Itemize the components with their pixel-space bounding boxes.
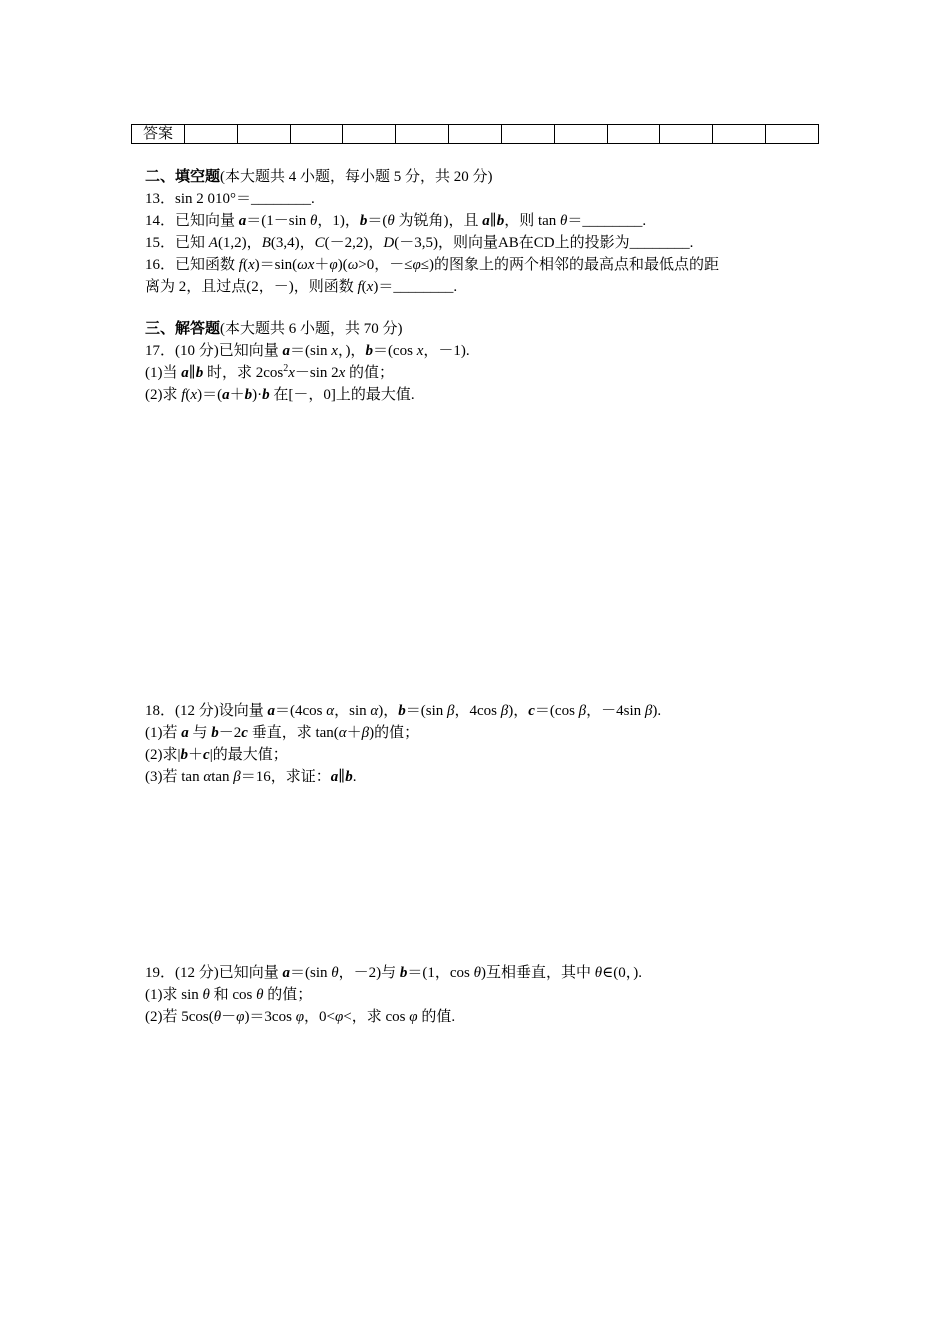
text: ＝16，求证：: [240, 769, 331, 785]
point-d: D: [383, 235, 395, 251]
text: (1)若: [145, 725, 182, 741]
text: ＝(: [367, 213, 388, 229]
text: ＝(cos: [534, 703, 579, 719]
text: ，)，: [337, 343, 366, 359]
answer-cell[interactable]: [501, 125, 554, 144]
section2-header: [145, 167, 493, 187]
var-x: x: [331, 343, 338, 359]
text: (: [361, 279, 367, 295]
text: tan: [211, 769, 234, 785]
text: (: [242, 257, 248, 273]
text: ，1)，: [317, 213, 360, 229]
vector-c: c: [241, 725, 248, 741]
vector-a: a: [222, 387, 230, 403]
var-theta: θ: [331, 965, 339, 981]
var-x: x: [288, 365, 295, 381]
text: 17．(10 分)已知向量: [145, 343, 283, 359]
answer-cell[interactable]: [290, 125, 343, 144]
text: (1)当: [145, 365, 182, 381]
section3-heading: 三、解答题: [145, 321, 221, 337]
vector-a: a: [181, 725, 189, 741]
var-phi: φ: [412, 257, 421, 273]
text: .: [352, 769, 357, 785]
question-19-part1: [145, 985, 312, 1005]
text: ，－4sin: [586, 703, 645, 719]
text: 为锐角)，且: [394, 213, 483, 229]
question-14: [145, 211, 646, 231]
point-b: B: [261, 235, 271, 251]
vector-a: a: [482, 213, 490, 229]
var-f: f: [357, 279, 362, 295]
text: ＝(cos: [372, 343, 417, 359]
question-19-part2: [145, 1007, 455, 1027]
text: (2)若 5cos(: [145, 1009, 214, 1025]
text: <，求 cos: [343, 1009, 410, 1025]
var-phi: φ: [236, 1009, 245, 1025]
text: (1)求 sin: [145, 987, 203, 1003]
var-theta: θ: [202, 987, 210, 1003]
text: (1,2)，: [217, 235, 262, 251]
text: ≤)的图象上的两个相邻的最高点和最低点的距: [420, 257, 720, 273]
text: 离为 2，且过点(2，－)，则函数: [145, 279, 358, 295]
text: ＝(sin: [405, 703, 448, 719]
text: ＝(1－sin: [246, 213, 311, 229]
var-x: x: [338, 365, 346, 381]
answer-cell[interactable]: [185, 125, 238, 144]
text: (3)若 tan: [145, 769, 204, 785]
text: (: [185, 387, 191, 403]
section3-note: (本大题共 6 小题，共 70 分): [220, 321, 403, 337]
vector-b: b: [399, 965, 408, 981]
vector-b: b: [365, 343, 373, 359]
var-phi: φ: [409, 1009, 418, 1025]
var-beta: β: [361, 725, 370, 741]
answer-cell[interactable]: [237, 125, 290, 144]
text: 的值；: [263, 987, 313, 1003]
question-17: [145, 341, 470, 361]
text: ＝(sin: [290, 343, 332, 359]
var-theta: θ: [594, 965, 603, 981]
text: )互相垂直，其中: [481, 965, 595, 981]
text: ，－2)与: [338, 965, 400, 981]
text: (2)求|: [145, 747, 181, 763]
answer-cell[interactable]: [607, 125, 660, 144]
text: 的值.: [417, 1009, 456, 1025]
var-theta: θ: [473, 965, 482, 981]
var-phi: φ: [295, 1009, 304, 1025]
question-18: [145, 701, 661, 721]
vector-b: b: [262, 387, 270, 403]
var-beta: β: [447, 703, 455, 719]
text: 垂直，求 tan(: [247, 725, 339, 741]
text: )＝(: [197, 387, 223, 403]
text: )＝3cos: [244, 1009, 296, 1025]
text: ，0<: [304, 1009, 335, 1025]
question-18-part2: [145, 745, 288, 765]
text: 的值；: [345, 365, 395, 381]
text: >0，－≤: [358, 257, 413, 273]
var-alpha: α: [370, 703, 379, 719]
text: ＝(sin: [290, 965, 332, 981]
answer-cell[interactable]: [766, 125, 819, 144]
question-19: [145, 963, 642, 983]
text: ＋: [346, 725, 362, 741]
question-18-part1: [145, 723, 419, 743]
text: ，4cos: [454, 703, 501, 719]
vector-b: b: [398, 703, 406, 719]
question-15: [145, 233, 693, 253]
var-beta: β: [233, 769, 241, 785]
question-16-cont: [145, 277, 457, 297]
var-beta: β: [644, 703, 653, 719]
text: (－3,5)，则向量AB在CD上的投影为________.: [394, 235, 694, 251]
answer-cell[interactable]: [449, 125, 502, 144]
parallel-symbol: ∥: [489, 213, 497, 229]
var-theta: θ: [387, 213, 395, 229]
text: )·: [252, 387, 263, 403]
vector-a: a: [282, 965, 290, 981]
answer-cell[interactable]: [660, 125, 713, 144]
var-theta: θ: [213, 1009, 222, 1025]
point-a: A: [208, 235, 218, 251]
var-phi: φ: [334, 1009, 344, 1025]
var-beta: β: [500, 703, 509, 719]
text: 与: [188, 725, 212, 741]
answer-table: [131, 124, 819, 144]
vector-b: b: [345, 769, 353, 785]
question-18-part3: [145, 767, 356, 787]
text: ＝(4cos: [275, 703, 327, 719]
var-theta: θ: [560, 213, 568, 229]
answer-cell[interactable]: [396, 125, 449, 144]
text: 和 cos: [209, 987, 257, 1003]
var-omega: ω: [347, 257, 359, 273]
superscript: 2: [283, 363, 289, 374]
vector-a: a: [282, 343, 290, 359]
text: |的最大值；: [209, 747, 288, 763]
text: 时，求 2cos: [203, 365, 284, 381]
var-x: x: [190, 387, 198, 403]
answer-cell[interactable]: [713, 125, 766, 144]
answer-row: [132, 125, 819, 144]
var-theta: θ: [310, 213, 318, 229]
section2-note: (本大题共 4 小题，每小题 5 分，共 20 分): [220, 169, 493, 185]
text: )＝________.: [373, 279, 458, 295]
var-alpha: α: [326, 703, 335, 719]
text: ).: [652, 703, 662, 719]
text: )的值；: [369, 725, 420, 741]
text: 19．(12 分)已知向量: [145, 965, 283, 981]
text: (－2,2)，: [324, 235, 384, 251]
text: (3,4)，: [270, 235, 315, 251]
vector-a: a: [330, 769, 339, 785]
var-x: x: [247, 257, 255, 273]
text: －2: [218, 725, 242, 741]
vector-a: a: [238, 213, 247, 229]
question-17-part1: [145, 363, 394, 383]
point-c: C: [314, 235, 325, 251]
var-x: x: [416, 343, 424, 359]
section3-header: [145, 319, 403, 339]
var-alpha: α: [203, 769, 212, 785]
text: (2)求: [145, 387, 182, 403]
var-f: f: [181, 387, 186, 403]
text: )，: [508, 703, 529, 719]
text: －: [221, 1009, 237, 1025]
vector-c: c: [528, 703, 535, 719]
vector-b: b: [359, 213, 368, 229]
text: ＋: [314, 257, 330, 273]
question-17-part2: [145, 385, 415, 405]
parallel-symbol: ∥: [188, 365, 196, 381]
text: ＋: [229, 387, 245, 403]
var-alpha: α: [338, 725, 347, 741]
section2-heading: 二、填空题: [145, 169, 221, 185]
vector-b: b: [244, 387, 253, 403]
vector-a: a: [181, 365, 189, 381]
parallel-symbol: ∥: [338, 769, 346, 785]
text: －sin 2: [294, 365, 339, 381]
vector-a: a: [267, 703, 275, 719]
text: 在[－，0]上的最大值.: [269, 387, 415, 403]
text: 16．已知函数: [145, 257, 239, 273]
var-theta: θ: [256, 987, 264, 1003]
text: ，－1).: [423, 343, 470, 359]
text: ∈(0，).: [602, 965, 642, 981]
answer-cell[interactable]: [343, 125, 396, 144]
text: ，sin: [334, 703, 371, 719]
text: ＝(1，cos: [407, 965, 474, 981]
text: 14．已知向量: [145, 213, 239, 229]
text: )，: [378, 703, 399, 719]
var-beta: β: [578, 703, 587, 719]
text: 15．已知: [145, 235, 209, 251]
var-x: x: [366, 279, 374, 295]
vector-b: b: [496, 213, 505, 229]
vector-b: b: [211, 725, 219, 741]
question-16: [145, 255, 719, 275]
answer-label: 答案: [132, 125, 185, 144]
text: )(: [337, 257, 348, 273]
vector-c: c: [203, 747, 210, 763]
vector-b: b: [180, 747, 188, 763]
text: )＝sin(: [254, 257, 298, 273]
answer-cell[interactable]: [554, 125, 607, 144]
text: ＝________.: [567, 213, 647, 229]
text: 18．(12 分)设向量: [145, 703, 268, 719]
text: ＋: [188, 747, 204, 763]
vector-b: b: [195, 365, 204, 381]
var-phi: φ: [329, 257, 338, 273]
var-omega-x: ωx: [297, 257, 315, 273]
text: ，则 tan: [504, 213, 561, 229]
question-13: 13．sin 2 010°＝________.: [145, 191, 315, 207]
var-f: f: [238, 257, 243, 273]
